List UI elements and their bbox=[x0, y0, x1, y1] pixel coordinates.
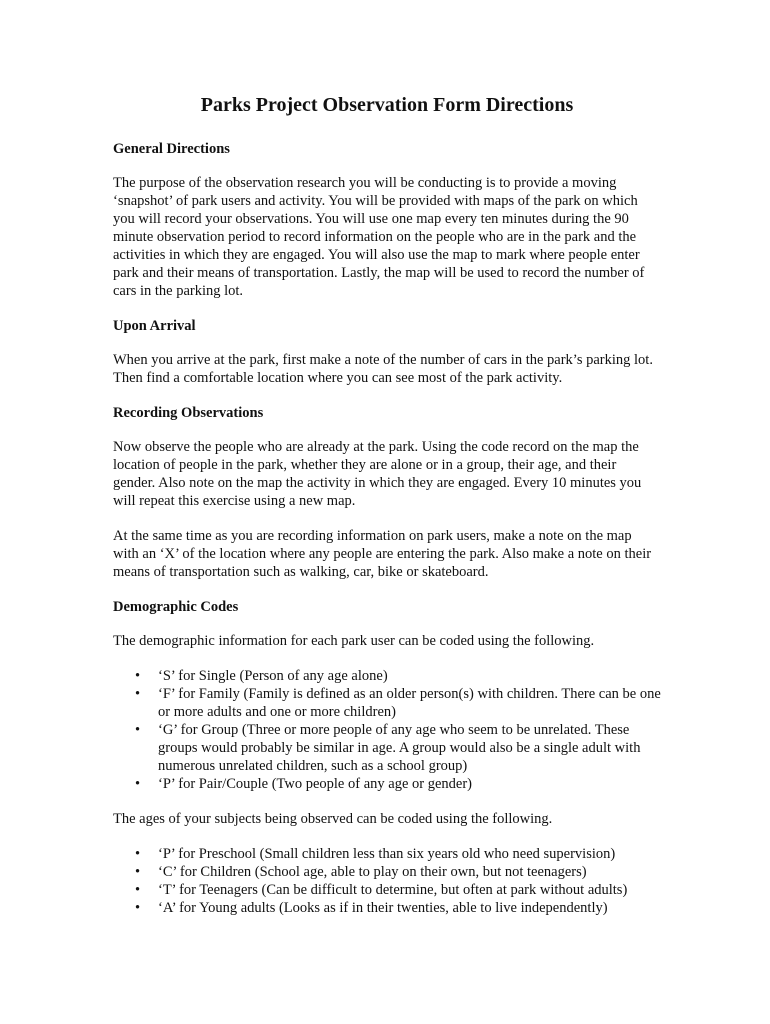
heading-general-directions: General Directions bbox=[113, 141, 230, 157]
group-codes-list bbox=[113, 667, 661, 793]
list-item-text: ‘A’ for Young adults (Looks as if in their twenties, able to live independently) bbox=[158, 900, 608, 916]
list-item bbox=[113, 863, 661, 881]
list-item bbox=[113, 721, 661, 775]
document-body bbox=[113, 92, 661, 934]
bullet-icon: • bbox=[135, 900, 141, 916]
list-item bbox=[113, 845, 661, 863]
heading-demographic-codes: Demographic Codes bbox=[113, 599, 239, 615]
list-item-text: ‘G’ for Group (Three or more people of any age who seem to be unrelated. These groups would probably be similar in age. A group would also be a single adult with numerous unrelated children, such as a school group) bbox=[158, 722, 641, 774]
recording-observations-paragraph-2: At the same time as you are recording information on park users, make a note on the map with an ‘X’ of the location where any people are entering the park. Also make a note on their means of transportation such as walking, car, bike or skateboard. bbox=[113, 528, 652, 580]
bullet-icon: • bbox=[135, 882, 141, 898]
upon-arrival-paragraph: When you arrive at the park, first make a note of the number of cars in the park’s parking lot. Then find a comfortable location where you can see most of the park activity. bbox=[113, 352, 653, 386]
list-item-text: ‘P’ for Pair/Couple (Two people of any age or gender) bbox=[158, 776, 472, 792]
bullet-icon: • bbox=[135, 668, 141, 684]
list-item-text: ‘S’ for Single (Person of any age alone) bbox=[158, 668, 388, 684]
heading-upon-arrival: Upon Arrival bbox=[113, 318, 196, 334]
bullet-icon: • bbox=[135, 722, 141, 738]
age-codes-list bbox=[113, 845, 661, 917]
list-item bbox=[113, 775, 661, 793]
list-item bbox=[113, 881, 661, 899]
bullet-icon: • bbox=[135, 864, 141, 880]
bullet-icon: • bbox=[135, 846, 141, 862]
list-item-text: ‘P’ for Preschool (Small children less than six years old who need supervision) bbox=[158, 846, 616, 862]
general-directions-paragraph: The purpose of the observation research you will be conducting is to provide a moving ‘snapshot’ of park users and activity. You will be provided with maps of the park on which you will record your observations. You will use one map every ten minutes during the 90 minute observation period to record information on the people who are in the park and the activities in which they are engaged. You will also use the map to mark where people enter park and their means of transportation. Lastly, the map will be used to record the number of cars in the parking lot. bbox=[113, 175, 645, 299]
bullet-icon: • bbox=[135, 776, 141, 792]
bullet-icon: • bbox=[135, 686, 141, 702]
list-item-text: ‘C’ for Children (School age, able to play on their own, but not teenagers) bbox=[158, 864, 587, 880]
age-codes-intro-paragraph: The ages of your subjects being observed can be coded using the following. bbox=[113, 811, 553, 827]
list-item bbox=[113, 667, 661, 685]
document-title: Parks Project Observation Form Directions bbox=[200, 94, 574, 116]
list-item bbox=[113, 899, 661, 917]
heading-recording-observations: Recording Observations bbox=[113, 405, 264, 421]
list-item-text: ‘F’ for Family (Family is defined as an older person(s) with children. There can be one or more adults and one or more children) bbox=[158, 686, 661, 720]
list-item bbox=[113, 685, 661, 721]
demographic-intro-paragraph: The demographic information for each park user can be coded using the following. bbox=[113, 633, 595, 649]
recording-observations-paragraph-1: Now observe the people who are already at the park. Using the code record on the map the location of people in the park, whether they are alone or in a group, their age, and their gender. Also note on the map the activity in which they are engaged. Every 10 minutes you will repeat this exercise using a new map. bbox=[113, 439, 642, 509]
list-item-text: ‘T’ for Teenagers (Can be difficult to determine, but often at park without adults) bbox=[158, 882, 628, 898]
